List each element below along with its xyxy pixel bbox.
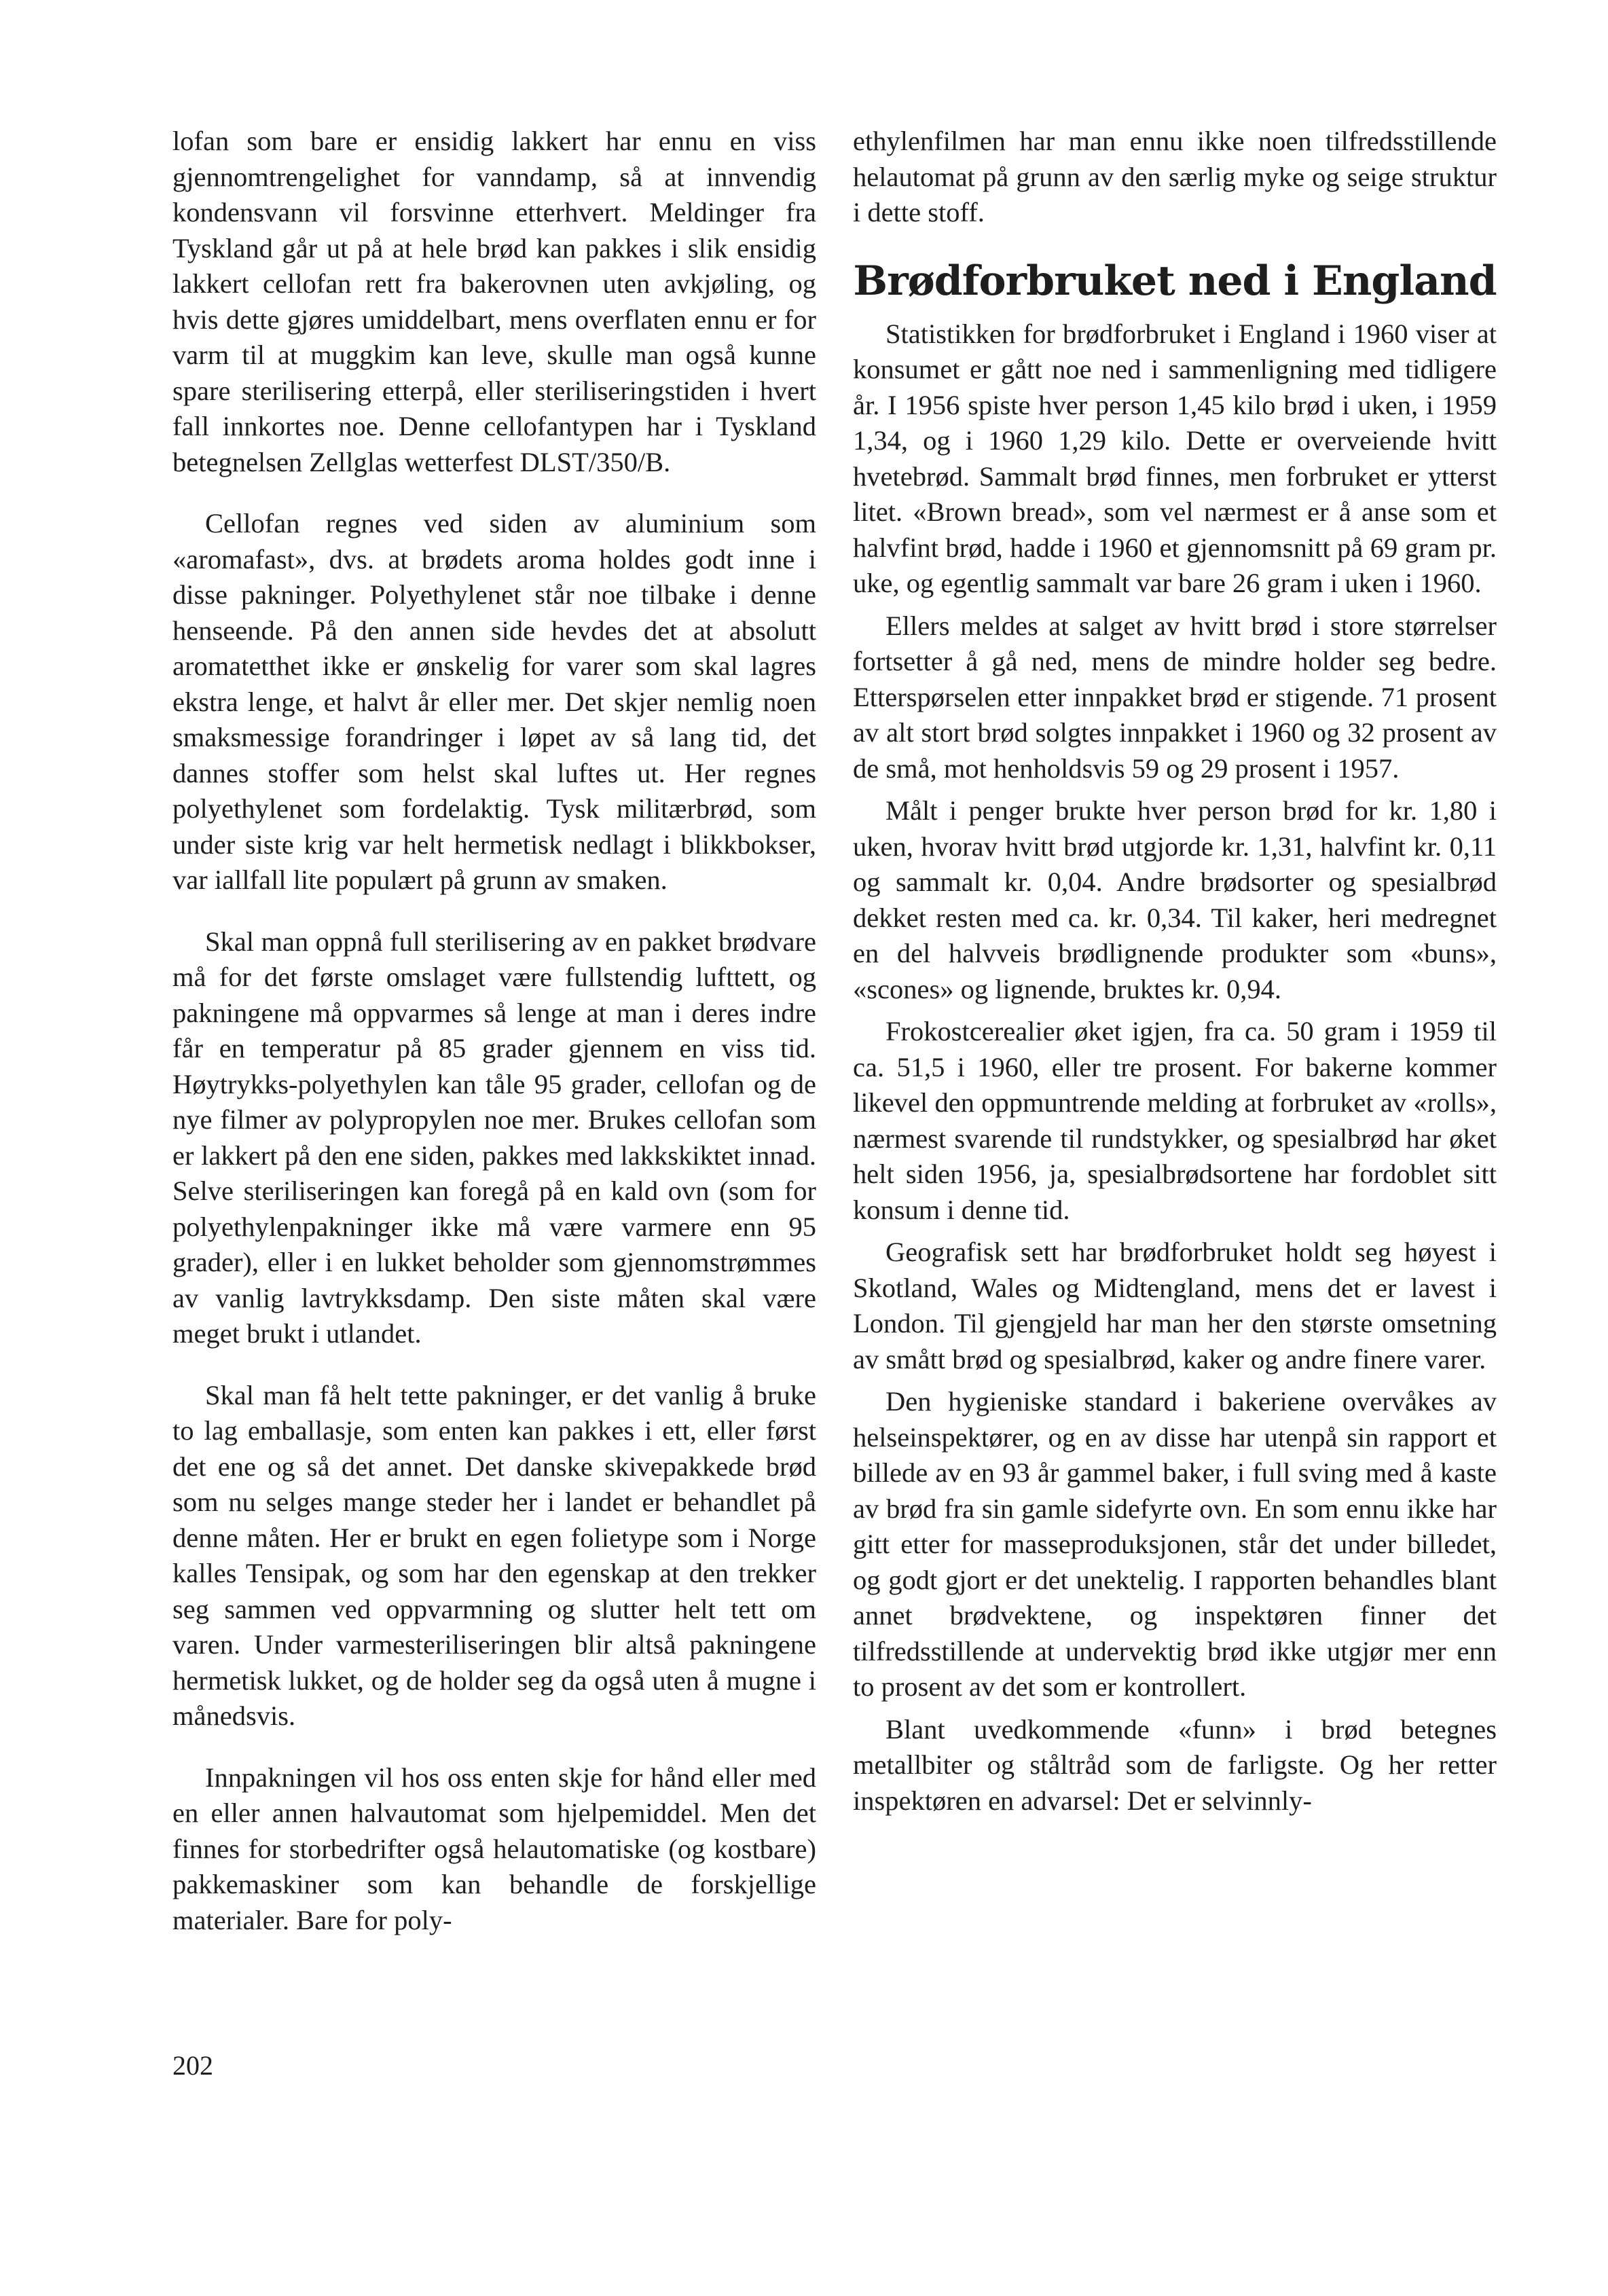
paragraph: Målt i penger brukte hver person brød for kr. 1,80 i uken, hvorav hvitt brød utgjorde kr. 1,31, halvfint kr. 0,11 og sammalt kr. 0,04. Andre brødsorter og spesialbrød dekket resten med ca. kr. 0,34. Til kaker, heri medregnet en del halvveis brødlignende produkter som «buns», «scones» og lignende, bruktes kr. 0,94. [853, 795, 1497, 1004]
page-number: 202 [172, 2050, 213, 2081]
right-column [853, 124, 1497, 1825]
section-heading: Brødforbruket ned i England [853, 257, 1497, 305]
paragraph: Frokostcerealier øket igjen, fra ca. 50 gram i 1959 til ca. 51,5 i 1960, eller tre prosent. For bakerne kommer likevel den oppmuntrende melding at forbruket av «rolls», nærmest svarende til rundstykker, og spesialbrød har øket helt siden 1956, ja, spesialbrødsortene har fordoblet sitt konsum i denne tid. [853, 1016, 1497, 1225]
paragraph: lofan som bare er ensidig lakkert har ennu en viss gjennomtrengelighet for vanndamp, så at innvendig kondensvann vil forsvinne etterhvert. Meldinger fra Tyskland går ut på at hele brød kan pakkes i slik ensidig lakkert cellofan rett fra bakerovnen uten avkjøling, og hvis dette gjøres umiddelbart, mens overflaten ennu er for varm til at muggkim kan leve, skulle man også kunne spare sterilisering etterpå, eller steriliseringstiden i hvert fall innkortes noe. Denne cellofantypen har i Tyskland betegnelsen Zellglas wetterfest DLST/350/B. [172, 126, 816, 477]
paragraph: Cellofan regnes ved siden av aluminium som «aromafast», dvs. at brødets aroma holdes godt inne i disse pakninger. Polyethylenet står noe tilbake i denne henseende. På den annen side hevdes det at absolutt aromatetthet ikke er ønskelig for varer som skal lagres ekstra lenge, et halvt år eller mer. Det skjer nemlig noen smaksmessige forandringer i løpet av så lang tid, det dannes stoffer som helst skal luftes ut. Her regnes polyethylenet som fordelaktig. Tysk militærbrød, som under siste krig var helt hermetisk nedlagt i blikkbokser, var iallfall lite populært på grunn av smaken. [172, 508, 816, 895]
paragraph: Den hygieniske standard i bakeriene overvåkes av helseinspektører, og en av disse har utenpå sin rapport et billede av en 93 år gammel baker, i full sving med å kaste av brød fra sin gamle sidefyrte ovn. En som ennu ikke har gitt etter for masseproduksjonen, står det under billedet, og godt gjort er det unektelig. I rapporten behandles blant annet brødvektene, og inspektøren finner det tilfredsstillende at undervektig brød ikke utgjør mer enn to prosent av det som er kontrollert. [853, 1386, 1497, 1702]
paragraph: Innpakningen vil hos oss enten skje for hånd eller med en eller annen halvautomat som hjelpemiddel. Men det finnes for storbedrifter også helautomatiske (og kostbare) pakkemaskiner som kan behandle de forskjellige materialer. Bare for poly- [172, 1762, 816, 1935]
paragraph: Ellers meldes at salget av hvitt brød i store størrelser fortsetter å gå ned, mens de mindre holder seg bedre. Etterspørselen etter innpakket brød er stigende. 71 prosent av alt stort brød solgtes innpakket i 1960 og 32 prosent av de små, mot henholdsvis 59 og 29 prosent i 1957. [853, 610, 1497, 784]
paragraph: Geografisk sett har brødforbruket holdt seg høyest i Skotland, Wales og Midtengland, mens det er lavest i London. Til gjengjeld har man her den største omsetning av smått brød og spesialbrød, kaker og andre finere varer. [853, 1237, 1497, 1374]
paragraph: Skal man oppnå full sterilisering av en pakket brødvare må for det første omslaget være fullstendig lufttett, og pakningene må oppvarmes så lenge at man i deres indre får en temperatur på 85 grader gjennem en viss tid. Høytrykks-polyethylen kan tåle 95 grader, cellofan og de nye filmer av polypropylen noe mer. Brukes cellofan som er lakkert på den ene siden, pakkes med lakkskiktet innad. Selve steriliseringen kan foregå på en kald ovn (som for polyethylenpakninger ikke må være varmere enn 95 grader), eller i en lukket beholder som gjennomstrømmes av vanlig lavtrykksdamp. Den siste måten skal være meget brukt i utlandet. [172, 926, 816, 1349]
paragraph: Blant uvedkommende «funn» i brød betegnes metallbiter og ståltråd som de farligste. Og her retter inspektøren en advarsel: Det er selvinnly- [853, 1713, 1497, 1816]
paragraph: Skal man få helt tette pakninger, er det vanlig å bruke to lag emballasje, som enten kan pakkes i ett, eller først det ene og så det annet. Det danske skivepakkede brød som nu selges mange steder her i landet er behandlet på denne måten. Her er brukt en egen folietype som i Norge kalles Tensipak, og som har den egenskap at den trekker seg sammen ved oppvarmning og slutter helt tett om varen. Under varmesteriliseringen blir altså pakningene hermetisk lukket, og de holder seg da også uten å mugne i månedsvis. [172, 1379, 816, 1731]
left-column [172, 124, 816, 1964]
paragraph: Statistikken for brødforbruket i England i 1960 viser at konsumet er gått noe ned i sammenligning med tidligere år. I 1956 spiste hver person 1,45 kilo brød i uken, i 1959 1,34, og i 1960 1,29 kilo. Dette er overveiende hvitt hvetebrød. Sammalt brød finnes, men forbruket er ytterst litet. «Brown bread», som vel nærmest er å anse som et halvfint brød, hadde i 1960 et gjennomsnitt på 69 gram pr. uke, og egentlig sammalt var bare 26 gram i uken i 1960. [853, 318, 1497, 598]
paragraph-continuation: ethylenfilmen har man ennu ikke noen tilfredsstillende helautomat på grunn av den særlig myke og seige struktur i dette stoff. [853, 126, 1497, 227]
